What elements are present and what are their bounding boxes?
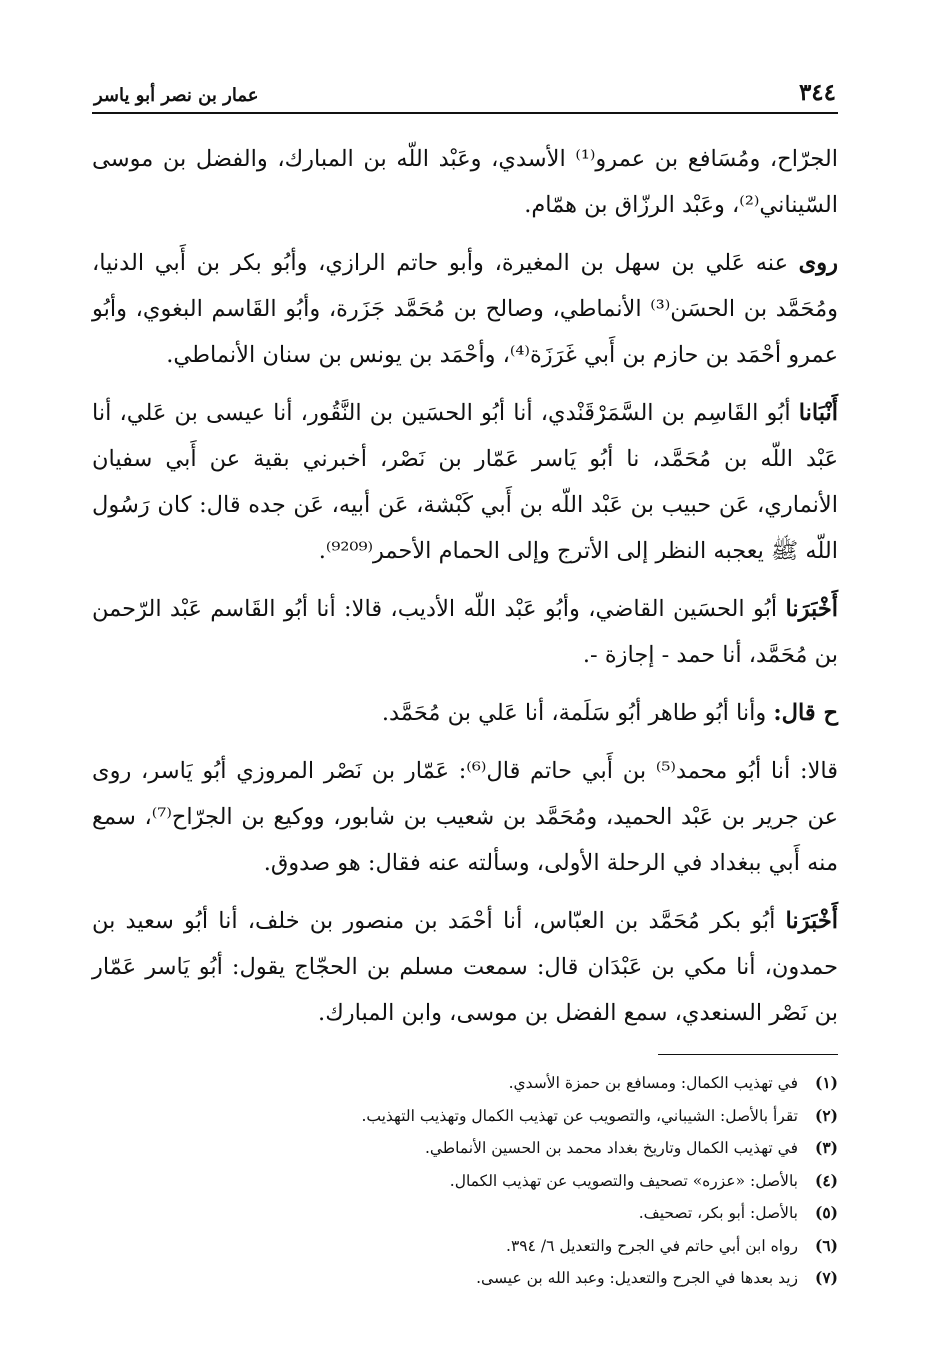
footnote-3 <box>92 1132 838 1165</box>
footnote-text: في تهذيب الكمال وتاريخ بغداد محمد بن الحسين الأنماطي. <box>424 1139 798 1157</box>
page-number: ٣٤٤ <box>798 79 836 106</box>
footnote-number: (٧) <box>814 1268 838 1287</box>
footnote-text: تقرأ بالأصل: الشيباني، والتصويب عن تهذيب الكمال وتهذيب التهذيب. <box>361 1106 798 1125</box>
footnotes <box>92 1067 838 1295</box>
paragraph-5 <box>92 690 838 736</box>
footnote-divider <box>658 1054 838 1055</box>
paragraph-1 <box>92 136 838 228</box>
footnote-number: (٦) <box>814 1235 838 1255</box>
main-text <box>92 136 838 1036</box>
paragraph-3 <box>92 390 838 574</box>
footnote-6 <box>92 1230 838 1263</box>
footnote-2 <box>92 1100 838 1133</box>
footnote-text: رواه ابن أبي حاتم في الجرح والتعديل ٦/ ٣٩٤. <box>506 1236 798 1255</box>
paragraph-lead: أَنْبَانا <box>798 400 838 426</box>
footnote-text: بالأصل: «عزره» تصحيف والتصويب عن تهذيب الكمال. <box>449 1171 798 1190</box>
page-header <box>92 66 838 114</box>
footnote-5 <box>92 1197 838 1230</box>
paragraph-lead: روى <box>798 250 838 276</box>
paragraph-6 <box>92 748 838 886</box>
paragraph-text: وأنا أبُو طاهر أبُو سَلَمة، أنا عَلي بن مُحَمَّد. <box>381 700 774 726</box>
paragraph-lead: أَخْبَرَنا <box>785 908 838 934</box>
footnote-number: (٢) <box>814 1105 838 1125</box>
paragraph-text: قالا: أنا أبُو محمد⁽⁵⁾ بن أَبي حاتم قال⁽⁶⁾: عَمّار بن نَصْر المروزي أبُو يَاسر، روى عن جرير بن عَبْد الحميد، ومُحَمَّد بن شعيب بن شابور، ووكيع بن الجرّاح⁽⁷⁾، سمع منه أَبي ببغداد في الرحلة الأولى، وسألته عنه فقال: هو صدوق. <box>92 758 839 876</box>
paragraph-text: أبُو القَاسِم بن السَّمَرْقَنْدي، أنا أبُو الحسَين بن النَّقُور، أنا عيسى بن عَلي، أنا عَبْد اللّه بن مُحَمَّد، نا أبُو يَاسر عَمّار بن نَصْر، أخبرني بقية عن أَبي سفيان الأنماري، عَن حبيب بن عَبْد اللّه بن أَبي كَبْشة، عَن أبيه، عَن جده قال: كان رَسُول اللّه ﷺ يعجبه النظر إلى الأترج وإلى الحمام الأحمر⁽⁹²⁰⁹⁾. <box>92 400 838 564</box>
paragraph-4 <box>92 586 838 678</box>
footnote-number: (٤) <box>814 1170 838 1190</box>
footnote-text: في تهذيب الكمال: ومسافع بن حمزة الأسدي. <box>508 1074 798 1092</box>
footnote-text: بالأصل: أبو بكر، تصحيف. <box>638 1204 798 1222</box>
footnote-number: (١) <box>814 1073 838 1092</box>
footnote-7 <box>92 1262 838 1295</box>
paragraph-lead: أَخْبَرَنا <box>785 596 838 622</box>
paragraph-text: أبُو الحسَين القاضي، وأبُو عَبْد اللّه الأديب، قالا: أنا أبُو القَاسم عَبْد الرّحمن بن مُحَمَّد، أنا حمد - إجازة -. <box>92 596 838 668</box>
paragraph-text: عنه عَلي بن سهل بن المغيرة، وأبو حاتم الرازي، وأبُو بكر بن أَبي الدنيا، ومُحَمَّد بن الحسَن⁽³⁾ الأنماطي، وصالح بن مُحَمَّد جَزَرة، وأبُو القَاسم البغوي، وأبُو عمرو أحْمَد بن حازم بن أَبي غَرَزَة⁽⁴⁾، وأحْمَد بن يونس بن سنان الأنماطي. <box>92 250 838 368</box>
paragraph-lead: ح قال: <box>773 700 838 726</box>
paragraph-text: الجرّاح، ومُسَافع بن عمرو⁽¹⁾ الأسدي، وعَبْد اللّه بن المبارك، والفضل بن موسى السّيناني⁽²⁾، وعَبْد الرزّاق بن همّام. <box>92 146 838 218</box>
footnote-text: زيد بعدها في الجرح والتعديل: وعبد الله بن عيسى. <box>476 1269 798 1287</box>
footnote-1 <box>92 1067 838 1100</box>
paragraph-text: أبُو بكر مُحَمَّد بن العبّاس، أنا أحْمَد بن منصور بن خلف، أنا أبُو سعيد بن حمدون، أنا مكي بن عَبْدَان قال: سمعت مسلم بن الحجّاج يقول: أبُو يَاسر عَمّار بن نَصْر السنعدي، سمع الفضل بن موسى، وابن المبارك. <box>92 908 838 1026</box>
paragraph-7 <box>92 898 838 1036</box>
footnote-number: (٣) <box>814 1138 838 1157</box>
footnote-number: (٥) <box>814 1203 838 1222</box>
running-title: عمار بن نصر أبو ياسر <box>94 85 259 106</box>
footnote-4 <box>92 1165 838 1198</box>
paragraph-2 <box>92 240 838 378</box>
